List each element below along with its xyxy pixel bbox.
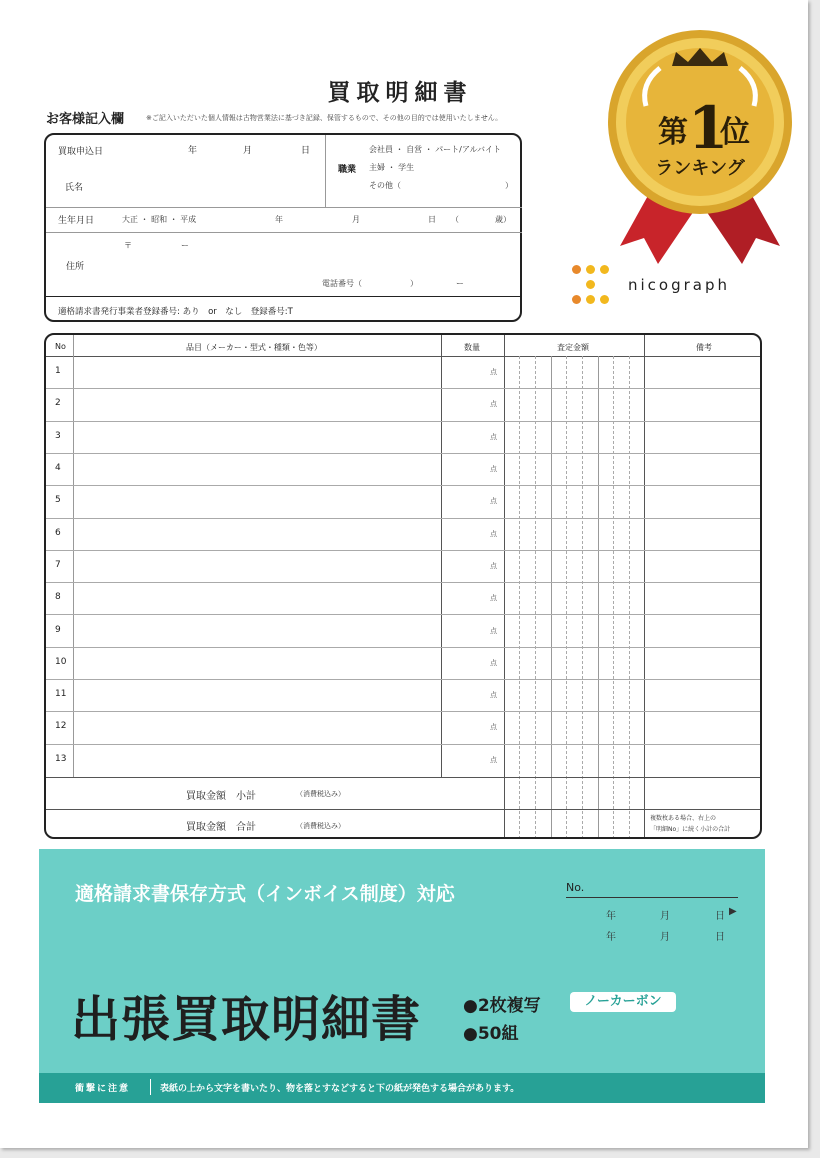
phone-dash: ー <box>456 279 464 288</box>
day-label: 日 <box>301 146 311 156</box>
carbonless-badge: ノーカーボン <box>570 992 676 1012</box>
subtotal-label: 買取金額 小計 <box>186 791 256 802</box>
birth-month-label: 月 <box>352 215 360 224</box>
brand-name: nicograph <box>628 276 731 294</box>
name-label: 氏名 <box>65 183 84 193</box>
table-row <box>46 518 762 550</box>
cover-month-1: 月 <box>660 911 670 922</box>
address-label: 住所 <box>66 262 85 272</box>
total-tax-note: （消費税込み） <box>296 822 345 830</box>
occupation-option-employee: 会社員 ・ 自営 ・ パート/アルバイト <box>369 145 501 154</box>
spec-sets: ●50組 <box>463 1024 519 1044</box>
qty-unit: 点 <box>490 497 497 506</box>
cover-day-1: 日 <box>715 911 725 922</box>
row-number: 12 <box>55 721 67 732</box>
total-label: 買取金額 合計 <box>186 822 256 833</box>
row-number: 6 <box>55 527 61 538</box>
row-number: 3 <box>55 430 61 441</box>
cover-no-label: No. <box>566 881 585 894</box>
row-number: 1 <box>55 366 61 377</box>
birth-date-label: 生年月日 <box>58 216 95 226</box>
row-number: 13 <box>55 753 67 764</box>
row-number: 5 <box>55 495 61 506</box>
badge-ranking: ランキング <box>655 158 745 179</box>
table-row <box>46 550 762 582</box>
badge-rank: 位 <box>720 115 750 150</box>
compliance-heading: 適格請求書保存方式（インボイス制度）対応 <box>75 883 455 905</box>
caution-text: 表紙の上から文字を書いたり、物を落とすなどすると下の紙が発色する場合があります。 <box>160 1084 520 1094</box>
row-number: 4 <box>55 463 61 474</box>
birth-year-label: 年 <box>275 215 283 224</box>
cover-month-2: 月 <box>660 932 670 943</box>
qty-unit: 点 <box>490 529 497 538</box>
qty-unit: 点 <box>490 658 497 667</box>
badge-first: 第 <box>658 115 688 150</box>
col-header-remarks: 備考 <box>696 343 712 352</box>
qty-unit: 点 <box>490 400 497 409</box>
privacy-note: ※ご記入いただいた個人情報は古物営業法に基づき記録、保管するもので、その他の目的では使用いたしません。 <box>146 114 503 122</box>
postal-dash: ー <box>181 241 189 250</box>
row-number: 11 <box>55 689 67 700</box>
subtotal-tax-note: （消費税込み） <box>296 790 345 798</box>
table-row <box>46 679 762 711</box>
items-table <box>44 333 762 839</box>
cover-day-2: 日 <box>715 932 725 943</box>
qty-unit: 点 <box>490 723 497 732</box>
product-name: 出張買取明細書 <box>71 991 422 1048</box>
page-title: 買取明細書 <box>327 80 473 106</box>
spec-copies: ●2枚複写 <box>463 996 541 1016</box>
application-date-label: 買取申込日 <box>58 147 104 157</box>
col-header-item: 品目（メーカー・型式・種類・色等） <box>186 343 322 352</box>
month-label: 月 <box>243 146 253 156</box>
phone-close: ） <box>410 279 418 288</box>
age-label: 歳） <box>495 215 511 224</box>
qty-unit: 点 <box>490 561 497 570</box>
table-row <box>46 388 762 420</box>
table-row <box>46 711 762 743</box>
occupation-option-other: その他（ <box>369 181 401 190</box>
badge-number: 1 <box>688 94 729 162</box>
qty-unit: 点 <box>490 691 497 700</box>
qty-unit: 点 <box>490 594 497 603</box>
remarks-note-line1: 複数枚ある場合、右上の <box>650 815 717 822</box>
birth-day-label: 日 <box>428 215 436 224</box>
row-number: 7 <box>55 559 61 570</box>
row-number: 9 <box>55 624 61 635</box>
era-options: 大正 ・ 昭和 ・ 平成 <box>122 215 197 224</box>
row-number: 2 <box>55 398 61 409</box>
table-row <box>46 582 762 614</box>
cover-arrow: ▶ <box>729 906 737 917</box>
qty-unit: 点 <box>490 626 497 635</box>
col-header-qty: 数量 <box>464 343 480 352</box>
age-open: （ <box>451 215 459 224</box>
postal-mark: 〒 <box>124 241 132 250</box>
invoice-registration-line: 適格請求書発行事業者登録番号: あり or なし 登録番号:T <box>58 307 293 317</box>
caution-label: 衝撃に注意 <box>75 1084 131 1094</box>
occupation-other-close: ） <box>505 181 513 190</box>
cover-year-2: 年 <box>606 932 616 943</box>
row-number: 8 <box>55 592 61 603</box>
customer-section-heading: お客様記入欄 <box>46 112 125 127</box>
table-row <box>46 356 762 388</box>
col-header-amount: 査定金額 <box>557 343 589 352</box>
table-row <box>46 614 762 646</box>
table-row <box>46 647 762 679</box>
remarks-note-line2: 「明細No」に続く小計の合計 <box>650 826 731 833</box>
customer-info-box <box>44 133 522 322</box>
cover-band <box>39 849 765 1103</box>
phone-label: 電話番号（ <box>322 279 362 288</box>
table-row <box>46 421 762 453</box>
occupation-label: 職業 <box>338 165 357 175</box>
qty-unit: 点 <box>490 432 497 441</box>
cover-year-1: 年 <box>606 911 616 922</box>
caution-strip <box>39 1073 765 1103</box>
ranking-medal-badge <box>600 24 800 278</box>
year-label: 年 <box>188 146 198 156</box>
occupation-option-homemaker: 主婦 ・ 学生 <box>369 163 415 172</box>
table-row <box>46 485 762 517</box>
qty-unit: 点 <box>490 755 497 764</box>
table-row <box>46 744 762 776</box>
table-row <box>46 453 762 485</box>
qty-unit: 点 <box>490 368 497 377</box>
row-number: 10 <box>55 656 67 667</box>
qty-unit: 点 <box>490 465 497 474</box>
col-header-no: No <box>55 342 66 351</box>
